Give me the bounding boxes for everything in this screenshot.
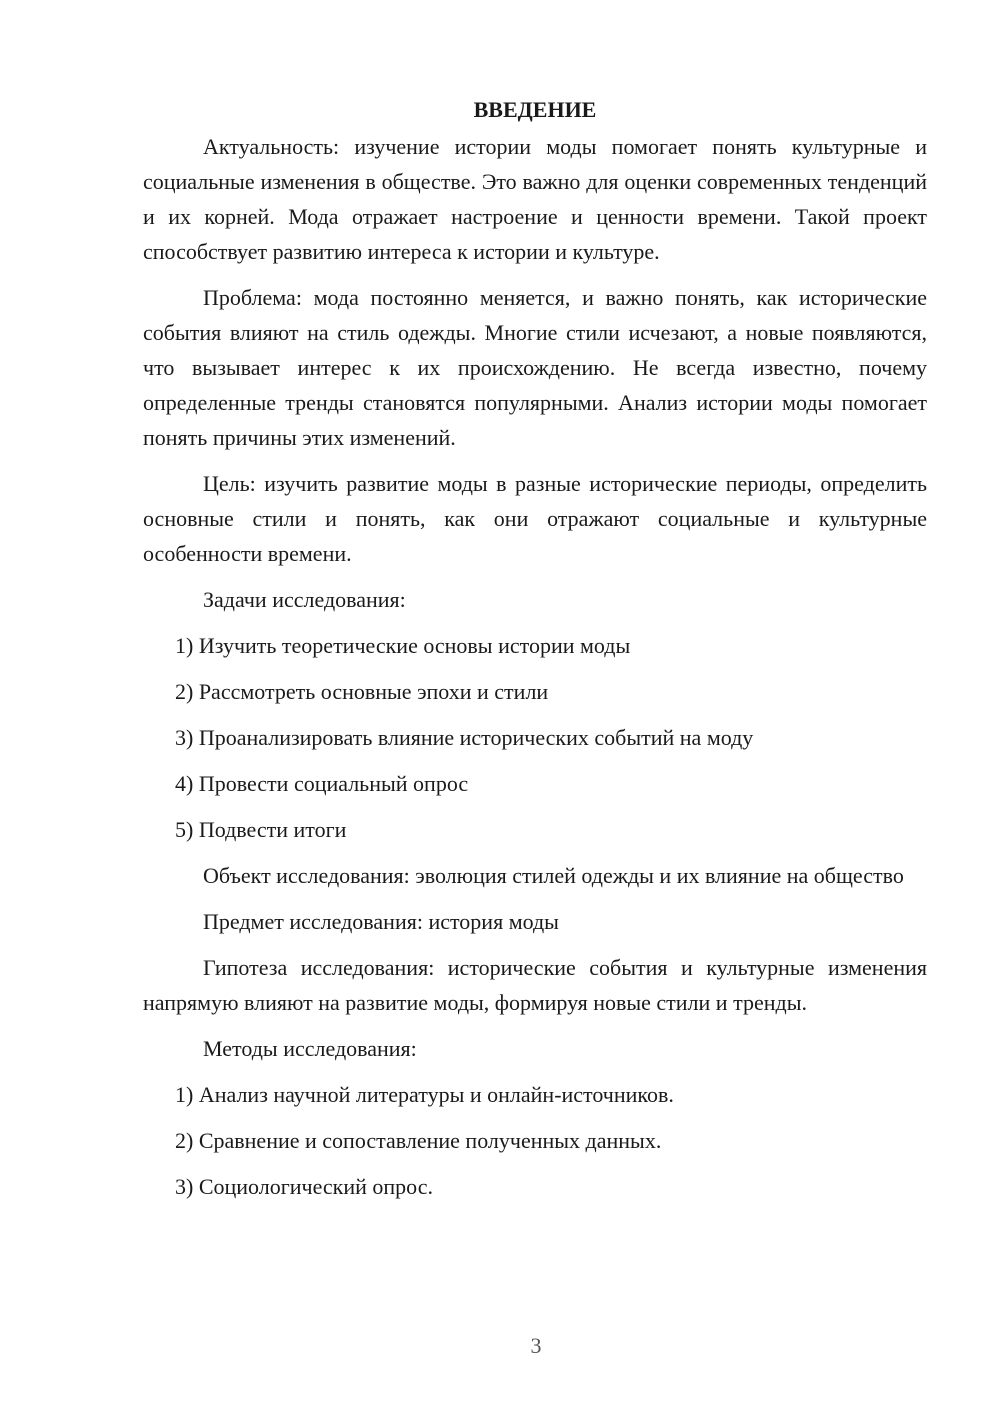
tasks-heading: Задачи исследования: [203,587,406,612]
subject-paragraph: Предмет исследования: история моды [203,909,559,934]
list-item: 1) Анализ научной литературы и онлайн-источников. [175,1082,674,1107]
list-item: 2) Рассмотреть основные эпохи и стили [175,679,549,704]
list-item: 3) Социологический опрос. [175,1174,433,1199]
goal-paragraph: Цель: изучить развитие моды в разные исторические периоды, определить основные стили и понять, как они отражают социальные и культурные особенности времени. [143,471,927,566]
relevance-paragraph: Актуальность: изучение истории моды помогает понять культурные и социальные изменения в обществе. Это важно для оценки современных тенденций и их корней. Мода отражает настроение и ценности времени. Такой проект способствует развитию интереса к истории и культуре. [143,134,927,264]
object-paragraph: Объект исследования: эволюция стилей одежды и их влияние на общество [203,863,904,888]
methods-list [143,1077,927,1204]
page-title: ВВЕДЕНИЕ [473,97,597,122]
list-item: 5) Подвести итоги [175,817,347,842]
page-number: 3 [530,1333,542,1358]
methods-heading: Методы исследования: [203,1036,417,1061]
tasks-list [143,628,927,847]
problem-paragraph: Проблема: мода постоянно меняется, и важно понять, как исторические события влияют на стиль одежды. Многие стили исчезают, а новые появляются, что вызывает интерес к их происхождению. Не всегда известно, почему определенные тренды становятся популярными. Анализ истории моды помогает понять причины этих изменений. [143,285,927,450]
hypothesis-paragraph: Гипотеза исследования: исторические события и культурные изменения напрямую влияют на развитие моды, формируя новые стили и тренды. [143,955,927,1015]
list-item: 1) Изучить теоретические основы истории моды [175,633,631,658]
list-item: 3) Проанализировать влияние исторических событий на моду [175,725,754,750]
list-item: 2) Сравнение и сопоставление полученных данных. [175,1128,662,1153]
list-item: 4) Провести социальный опрос [175,771,469,796]
document-page [143,92,927,1215]
